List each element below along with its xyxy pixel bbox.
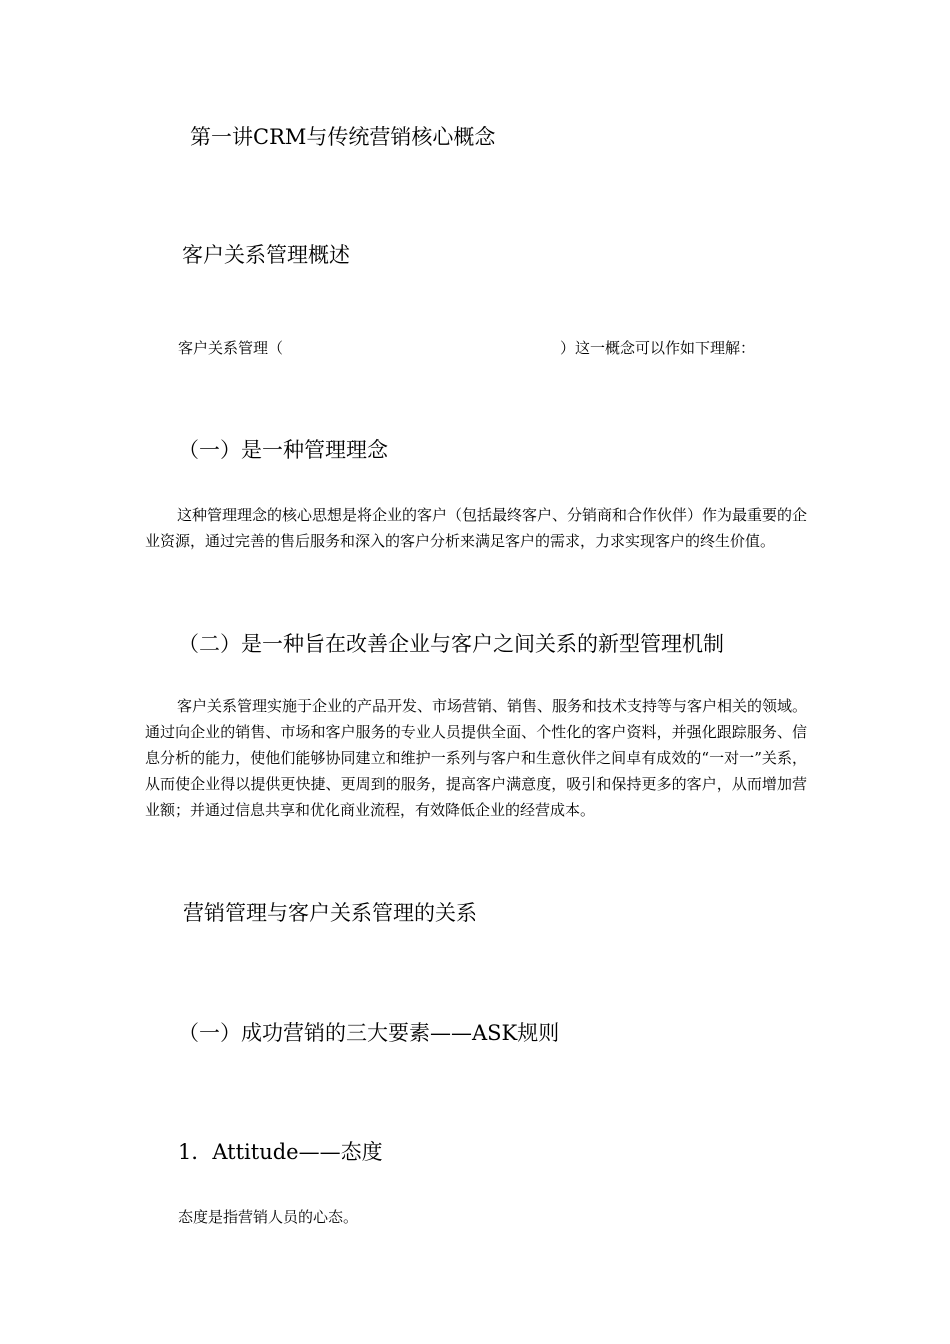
paragraph-attitude: 态度是指营销人员的心态。 bbox=[178, 1208, 359, 1226]
paragraph-management-mechanism: 客户关系管理实施于企业的产品开发、市场营销、销售、服务和技术支持等与客户相关的领域。通过向企业的销售、市场和客户服务的专业人员提供全面、个性化的客户资料，并强化跟踪服务、信息分析的能力，使他们能够协同建立和维护一系列与客户和生意伙伴之间卓有成效的“一对一”关系，从而使企业得以提供更快捷、更周到的服务，提高客户满意度，吸引和保持更多的客户，从而增加营业额；并通过信息共享和优化商业流程，有效降低企业的经营成本。 bbox=[145, 697, 808, 819]
intro-text-left: 客户关系管理（ bbox=[178, 339, 284, 357]
subheading-management-concept: （一）是一种管理理念 bbox=[178, 438, 388, 462]
paragraph-management-concept: 这种管理理念的核心思想是将企业的客户（包括最终客户、分销商和合作伙伴）作为最重要的企业资源，通过完善的售后服务和深入的客户分析来满足客户的需求，力求实现客户的终生价值。 bbox=[145, 506, 808, 550]
section-heading-crm-overview: 客户关系管理概述 bbox=[182, 243, 350, 267]
item-heading-attitude: 1．Attitude——态度 bbox=[178, 1140, 383, 1164]
intro-line bbox=[178, 335, 798, 361]
document-title: 第一讲CRM与传统营销核心概念 bbox=[190, 125, 496, 149]
intro-text-right: ）这一概念可以作如下理解： bbox=[560, 339, 756, 357]
subheading-ask-rule: （一）成功营销的三大要素——ASK规则 bbox=[178, 1021, 560, 1045]
section-heading-marketing-relation: 营销管理与客户关系管理的关系 bbox=[183, 901, 477, 925]
subheading-management-mechanism: （二）是一种旨在改善企业与客户之间关系的新型管理机制 bbox=[178, 632, 724, 656]
